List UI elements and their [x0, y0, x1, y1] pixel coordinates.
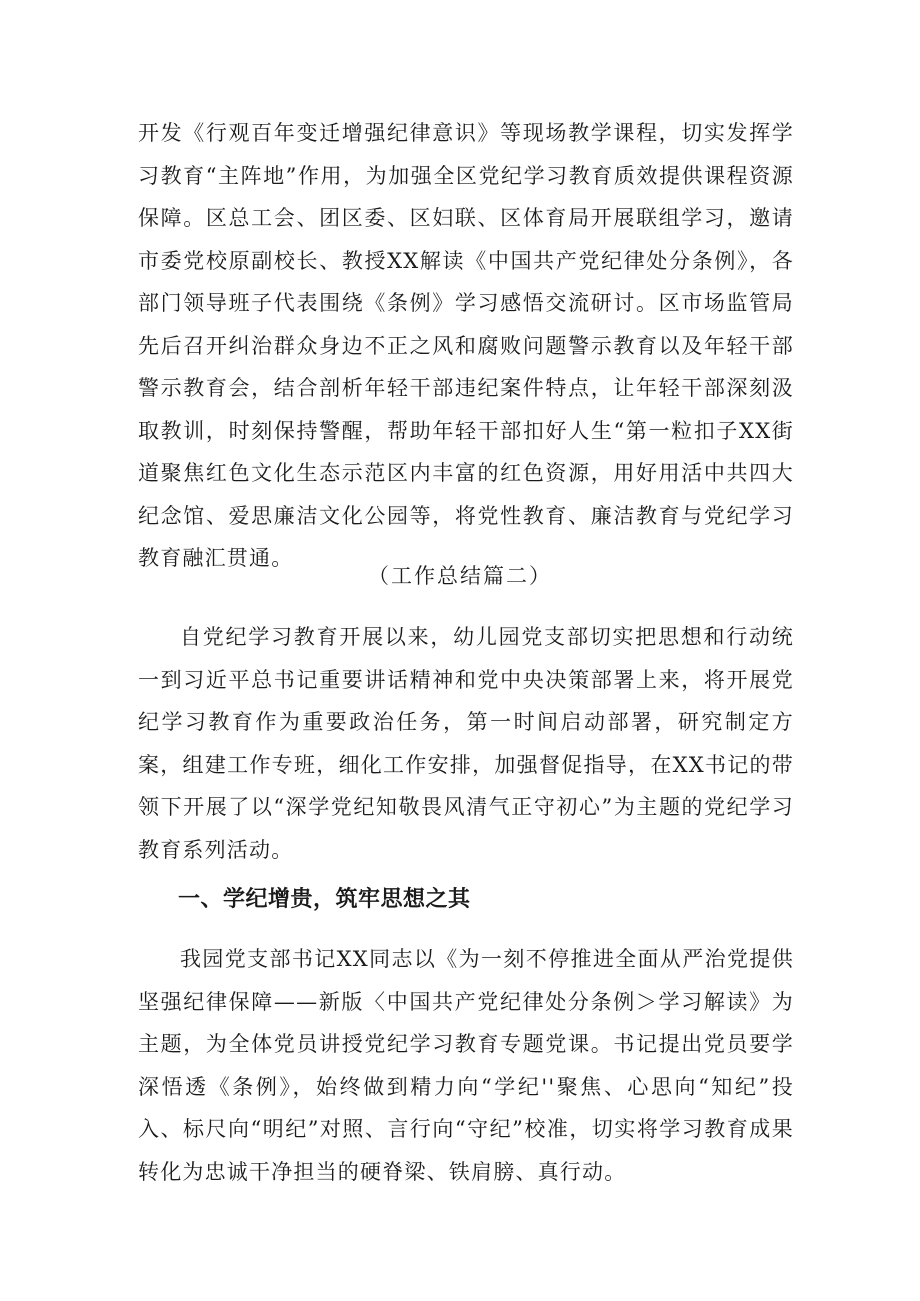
section-title: （工作总结篇二） [368, 564, 552, 588]
body-paragraph-2: 自党纪学习教育开展以来，幼儿园党支部切实把思想和行动统一到习近平总书记重要讲话精神和党中央决策部署上来，将开展党纪学习教育作为重要政治任务，第一时间启动部署，研究制定方案，组建工作专班，细化工作安排，加强督促指导，在XX书记的带领下开展了以“深学党纪知敬畏风清气正守初心”为主题的党纪学习教育系列活动。 [138, 625, 794, 862]
section-heading-1: 一、学纪增贵，筑牢思想之其 [178, 887, 471, 912]
body-paragraph-1: 开发《行观百年变迁增强纪律意识》等现场教学课程，切实发挥学习教育“主阵地”作用，为加强全区党纪学习教育质效提供课程资源保障。区总工会、团区委、区妇联、区体育局开展联组学习，邀请市委党校原副校长、教授XX解读《中国共产党纪律处分条例》，各部门领导班子代表围绕《条例》学习感悟交流研讨。区市场监管局先后召开纠治群众身边不正之风和腐败问题警示教育以及年轻干部警示教育会，结合剖析年轻干部违纪案件特点，让年轻干部深刻汲取教训，时刻保持警醒，帮助年轻干部扣好人生“第一粒扣子XX街道聚焦红色文化生态示范区内丰富的红色资源，用好用活中共四大纪念馆、爱思廉洁文化公园等，将党性教育、廉洁教育与党纪学习教育融汇贯通。 [138, 121, 794, 570]
body-paragraph-3: 我园党支部书记XX同志以《为一刻不停推进全面从严治党提供坚强纪律保障——新版〈中国共产党纪律处分条例＞学习解读》为主题，为全体党员讲授党纪学习教育专题党课。书记提出党员要学深悟透《条例》，始终做到精力向“学纪''聚焦、心思向“知纪”投入、标尺向“明纪”对照、言行向“守纪”校准，切实将学习教育成果转化为忠诚干净担当的硬脊梁、铁肩膀、真行动。 [138, 947, 794, 1184]
